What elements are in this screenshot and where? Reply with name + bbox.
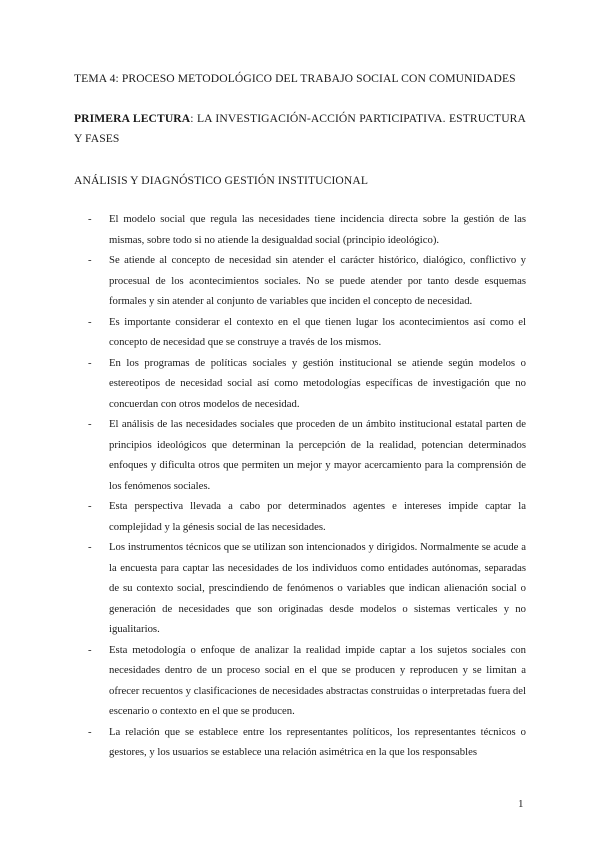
bullet-dash: -: [88, 541, 92, 553]
list-item-text: Esta metodología o enfoque de analizar la realidad impide captar a los sujetos sociales con necesidades dentro de un proceso social en el que se producen y reproducen y se limitan a ofrecer recuentos y clasificaciones de necesidades abstractas construidas o interpretadas fuera del escenario o contexto en el que se producen.: [109, 643, 526, 717]
list-item: [74, 312, 526, 353]
page-number: 1: [518, 798, 524, 810]
bullet-dash: -: [88, 418, 92, 430]
list-item-text: El modelo social que regula las necesidades tiene incidencia directa sobre la gestión de las mismas, sobre todo si no atiende la desigualdad social (principio ideológico).: [109, 213, 526, 246]
bullet-dash: -: [88, 315, 92, 328]
list-item-text: Es importante considerar el contexto en el que tienen lugar los acontecimientos así como el concepto de necesidad que se construye a través de los mismos.: [109, 315, 526, 348]
list-item: [74, 353, 526, 415]
list-item: [74, 537, 526, 640]
list-item-text: Esta perspectiva llevada a cabo por determinados agentes e intereses impide captar la complejidad y la génesis social de las necesidades.: [109, 500, 526, 533]
list-item-text: La relación que se establece entre los representantes políticos, los representantes técnicos o gestores, y los usuarios se establece una relación asimétrica en la que los responsables: [109, 725, 526, 758]
bullet-dash: -: [88, 356, 92, 369]
topic-heading: TEMA 4: PROCESO METODOLÓGICO DEL TRABAJO SOCIAL CON COMUNIDADES: [74, 72, 516, 85]
list-item: [74, 414, 526, 496]
bullet-dash: -: [88, 213, 92, 225]
section-heading: ANÁLISIS Y DIAGNÓSTICO GESTIÓN INSTITUCIONAL: [74, 174, 369, 187]
list-item: [74, 722, 526, 763]
bullet-dash: -: [88, 725, 92, 738]
bullet-list: [74, 209, 526, 763]
list-item: [74, 209, 526, 250]
list-item: [74, 640, 526, 722]
bullet-dash: -: [88, 254, 92, 266]
bullet-dash: -: [88, 500, 92, 512]
reading-title: : LA INVESTIGACIÓN-ACCIÓN PARTICIPATIVA. ESTRUCTURA Y FASES: [74, 112, 526, 145]
list-item-text: Los instrumentos técnicos que se utilizan son intencionados y dirigidos. Normalmente se acude a la encuesta para captar las necesidades de los individuos como entidades autónomas, separadas de su contexto social, prescindiendo de fenómenos o variables que indican alienación social o generación de necesidades que son originadas desde modelos o sistemas verticales y no igualitarios.: [109, 541, 526, 635]
list-item-text: En los programas de políticas sociales y gestión institucional se atiende según modelos o estereotipos de necesidad social así como metodologías específicas de investigación que no concuerdan con otros modelos de necesidad.: [109, 356, 526, 410]
list-item: [74, 496, 526, 537]
list-item-text: Se atiende al concepto de necesidad sin atender el carácter histórico, dialógico, conflictivo y procesual de los acontecimientos sociales. No se puede atender por tanto desde esquemas formales y sin atender al conjunto de variables que inciden el concepto de necesidad.: [109, 254, 526, 307]
reading-label: PRIMERA LECTURA: [74, 112, 191, 125]
reading-heading: [74, 109, 526, 149]
list-item: [74, 250, 526, 312]
bullet-dash: -: [88, 643, 92, 656]
list-item-text: El análisis de las necesidades sociales que proceden de un ámbito institucional estatal parten de principios ideológicos que determinan la percepción de la realidad, potencian determinados enfoques y dificulta otros que permiten un mejor y mayor acercamiento para la comprensión de los fenómenos sociales.: [109, 418, 526, 492]
